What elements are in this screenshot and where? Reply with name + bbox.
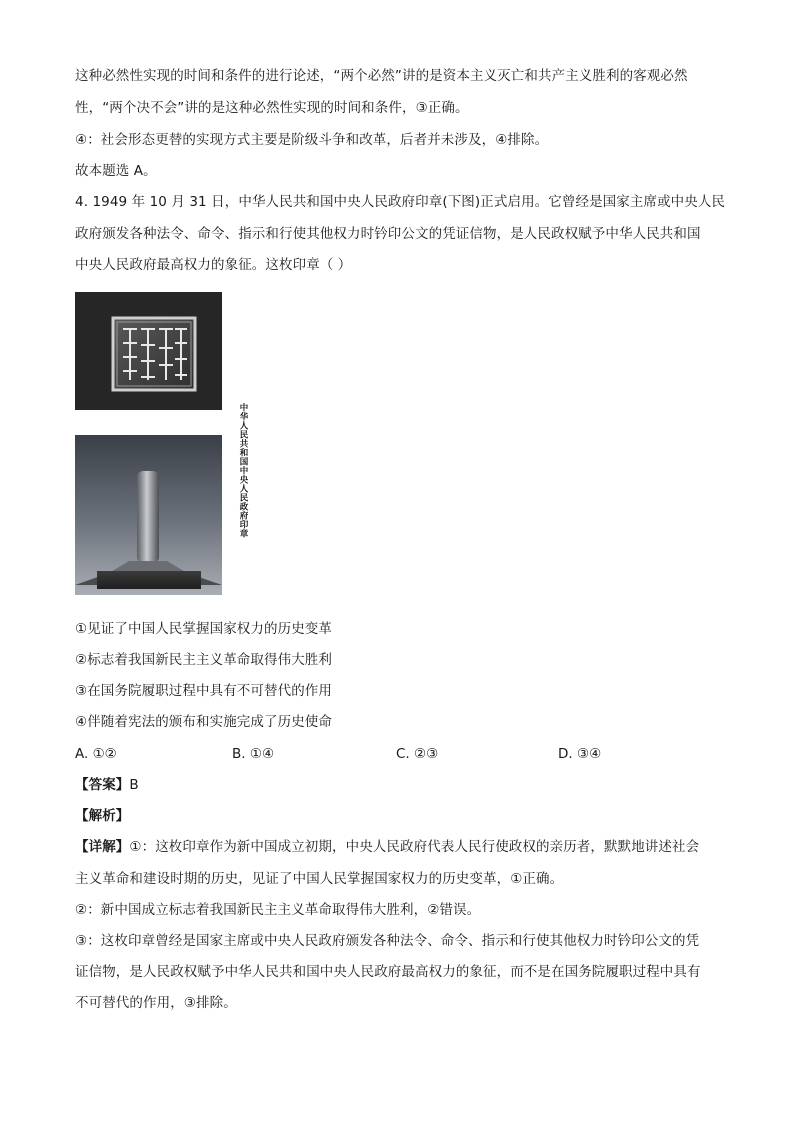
detail-text: 主义革命和建设时期的历史，见证了中国人民掌握国家权力的历史变革，①正确。 xyxy=(75,871,564,887)
detail-text: ②：新中国成立标志着我国新民主主义革命取得伟大胜利，②错误。 xyxy=(75,902,481,918)
answer-line xyxy=(75,776,139,794)
question-text: 中央人民政府最高权力的象征。这枚印章（ ） xyxy=(75,257,352,273)
detail-text: 不可替代的作用，③排除。 xyxy=(75,995,237,1011)
detail-text: ③：这枚印章曾经是国家主席或中央人民政府颁发各种法令、命令、指示和行使其他权力时钤印公文的凭 xyxy=(75,933,700,949)
text-line: ④：社会形态更替的实现方式主要是阶级斗争和改革，后者并未涉及，④排除。 xyxy=(75,132,549,148)
text-line: 这种必然性实现的时间和条件的进行论述，“两个必然”讲的是资本主义灭亡和共产主义胜利的客观必然 xyxy=(75,68,688,84)
option-a: A. ①② xyxy=(75,746,117,762)
statement-4: ④伴随着宪法的颁布和实施完成了历史使命 xyxy=(75,714,333,730)
detail-text: 证信物，是人民政权赋予中华人民共和国中央人民政府最高权力的象征，而不是在国务院履职过程中具有 xyxy=(75,964,701,980)
option-c: C. ②③ xyxy=(396,746,439,762)
detail-tag: 【详解】 xyxy=(75,839,130,855)
option-b: B. ①④ xyxy=(232,746,275,762)
detail-line: 【详解】①：这枚印章作为新中国成立初期，中央人民政府代表人民行使政权的亲历者，默默地讲述社会 xyxy=(75,839,700,855)
statement-3: ③在国务院履职过程中具有不可替代的作用 xyxy=(75,683,333,699)
text-line: 性，“两个决不会”讲的是这种必然性实现的时间和条件，③正确。 xyxy=(75,100,469,116)
option-d: D. ③④ xyxy=(558,746,602,762)
question-text: 4. 1949 年 10 月 31 日，中华人民共和国中央人民政府印章(下图)正式启用。它曾经是国家主席或中央人民 xyxy=(75,194,726,210)
answer-tag: 【答案】 xyxy=(75,777,130,793)
question-text: 政府颁发各种法令、命令、指示和行使其他权力时钤印公文的凭证信物，是人民政权赋予中华人民共和国 xyxy=(75,226,701,242)
statement-1: ①见证了中国人民掌握国家权力的历史变革 xyxy=(75,621,333,637)
seal-side-image xyxy=(75,435,222,595)
seal-face-image xyxy=(75,292,222,410)
answer-value: B xyxy=(129,777,139,793)
text-line: 故本题选 A。 xyxy=(75,163,157,179)
analysis-tag: 【解析】 xyxy=(75,808,130,824)
statement-2: ②标志着我国新民主主义革命取得伟大胜利 xyxy=(75,652,333,668)
image-caption: 中华人民共和国中央人民政府印章 xyxy=(238,403,248,538)
